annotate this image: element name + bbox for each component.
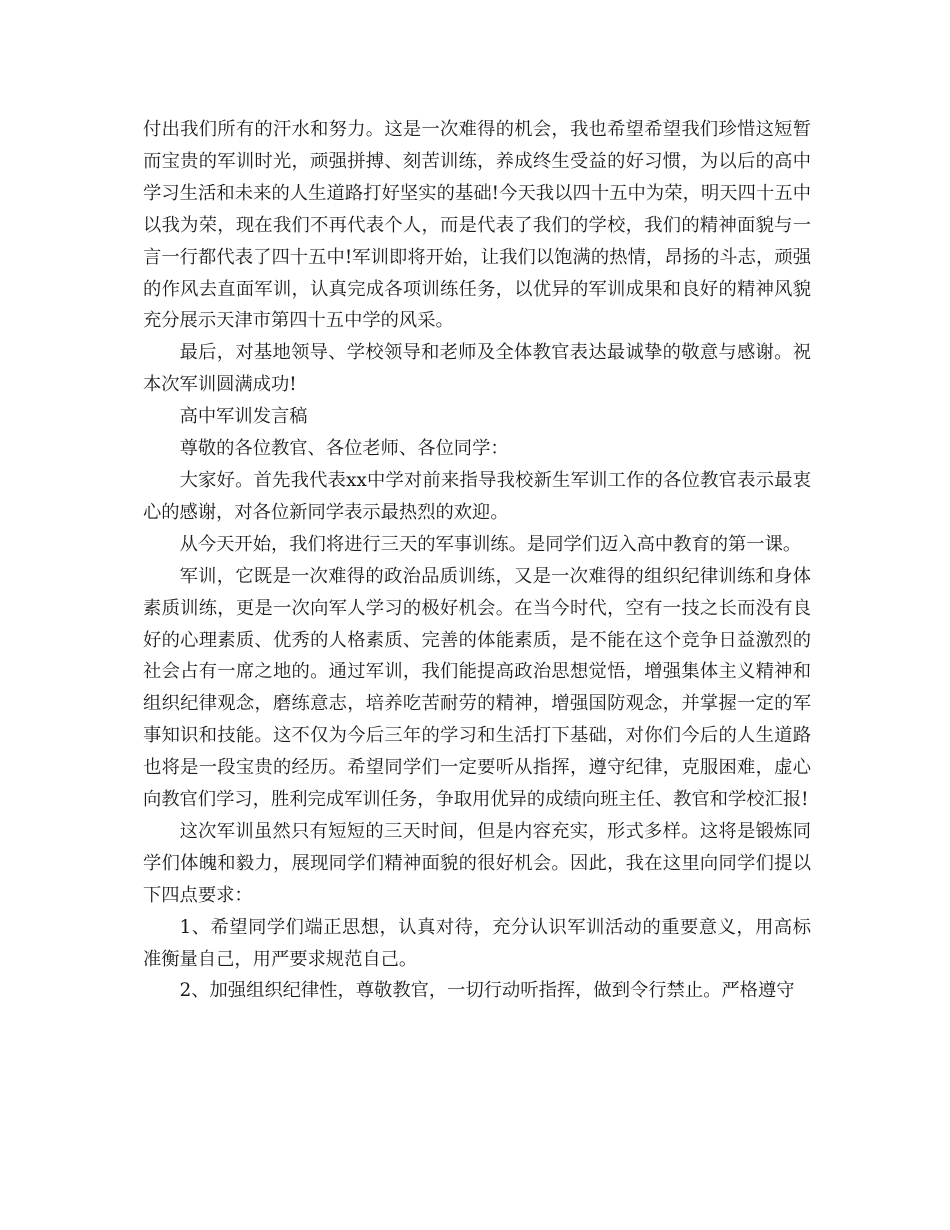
requirement-1: 1、希望同学们端正思想，认真对待，充分认识军训活动的重要意义，用高标准衡量自己，用严要求规范自己。 xyxy=(143,916,811,970)
paragraph-2: 最后，对基地领导、学校领导和老师及全体教官表达最诚挚的敬意与感谢。祝本次军训圆满成功! xyxy=(143,342,811,396)
paragraph-military-training: 军训，它既是一次难得的政治品质训练，又是一次难得的组织纪律训练和身体素质训练，更是一次向军人学习的极好机会。在当今时代，空有一技之长而没有良好的心理素质、优秀的人格素质、完善的体能素质，是不能在这个竞争日益激烈的社会占有一席之地的。通过军训，我们能提高政治思想觉悟，增强集体主义精神和组织纪律观念，磨练意志，培养吃苦耐劳的精神，增强国防观念，并掌握一定的军事知识和技能。这不仅为今后三年的学习和生活打下基础，对你们今后的人生道路也将是一段宝贵的经历。希望同学们一定要听从指挥，遵守纪律，克服困难，虚心向教官们学习，胜利完成军训任务，争取用优异的成绩向班主任、教官和学校汇报! xyxy=(143,565,811,811)
speech-title: 高中军训发言稿 xyxy=(179,406,308,428)
salutation: 尊敬的各位教官、各位老师、各位同学： xyxy=(179,438,509,460)
document-body xyxy=(143,114,811,1007)
paragraph-intro: 从今天开始，我们将进行三天的军事训练。是同学们迈入高中教育的第一课。 xyxy=(179,533,802,555)
paragraph-greeting: 大家好。首先我代表xx中学对前来指导我校新生军训工作的各位教官表示最衷心的感谢，对各位新同学表示最热烈的欢迎。 xyxy=(143,469,811,523)
requirement-2: 2、加强组织纪律性，尊敬教官，一切行动听指挥，做到令行禁止。严格遵守 xyxy=(179,980,795,1002)
paragraph-requirements: 这次军训虽然只有短短的三天时间，但是内容充实，形式多样。这将是锻炼同学们体魄和毅力，展现同学们精神面貌的很好机会。因此，我在这里向同学们提以下四点要求： xyxy=(143,820,811,906)
paragraph-1: 付出我们所有的汗水和努力。这是一次难得的机会，我也希望希望我们珍惜这短暂而宝贵的军训时光，顽强拼搏、刻苦训练，养成终生受益的好习惯，为以后的高中学习生活和未来的人生道路打好坚实的基础!今天我以四十五中为荣，明天四十五中以我为荣，现在我们不再代表个人，而是代表了我们的学校，我们的精神面貌与一言一行都代表了四十五中!军训即将开始，让我们以饱满的热情，昂扬的斗志，顽强的作风去直面军训，认真完成各项训练任务，以优异的军训成果和良好的精神风貌充分展示天津市第四十五中学的风采。 xyxy=(143,119,811,332)
